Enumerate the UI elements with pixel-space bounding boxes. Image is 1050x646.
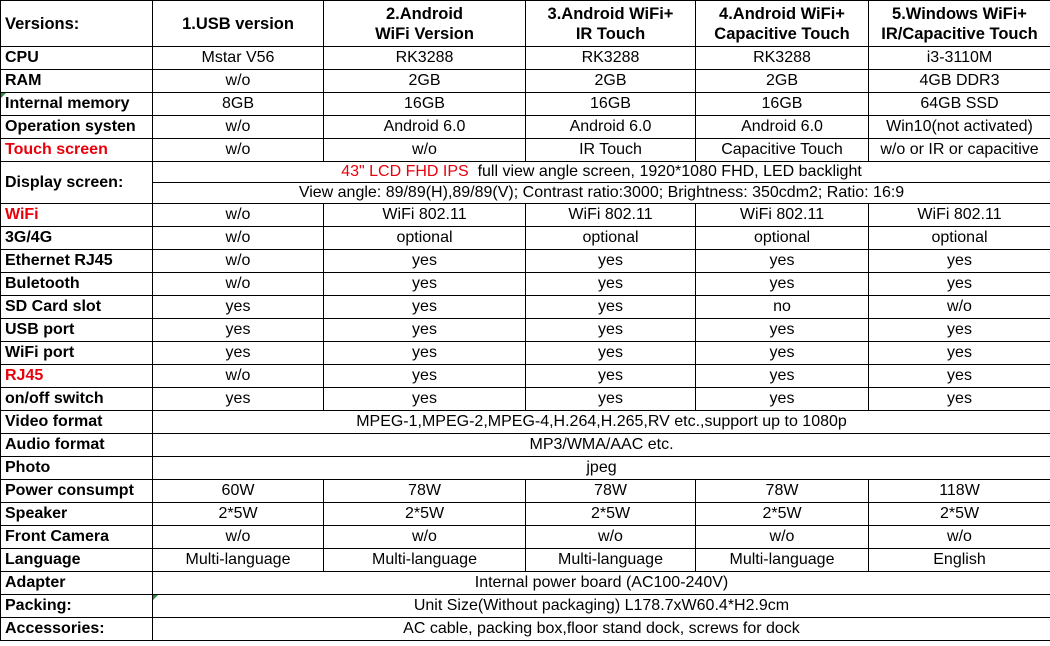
cell: yes xyxy=(696,365,869,388)
packing-label: Packing: xyxy=(1,595,153,618)
row-wifi-port xyxy=(1,342,1050,365)
ram-label: RAM xyxy=(1,70,153,93)
cell: yes xyxy=(869,365,1050,388)
version-3-title-line2: IR Touch xyxy=(575,24,646,43)
cell: yes xyxy=(324,319,526,342)
cell: w/o xyxy=(153,526,324,549)
sd-card-label: SD Card slot xyxy=(1,296,153,319)
cell: yes xyxy=(526,296,696,319)
adapter-label: Adapter xyxy=(1,572,153,595)
cell: 16GB xyxy=(526,93,696,116)
cell: Win10(not activated) xyxy=(869,116,1050,139)
cell: 2*5W xyxy=(324,503,526,526)
row-adapter xyxy=(1,572,1050,595)
audio-format-label: Audio format xyxy=(1,434,153,457)
ethernet-label: Ethernet RJ45 xyxy=(1,250,153,273)
row-power-consumption xyxy=(1,480,1050,503)
version-2-header xyxy=(324,1,526,47)
version-1-header xyxy=(153,1,324,47)
adapter-value: Internal power board (AC100-240V) xyxy=(153,572,1050,595)
row-ram xyxy=(1,70,1050,93)
cell: yes xyxy=(696,342,869,365)
cell: optional xyxy=(324,227,526,250)
cell: w/o xyxy=(153,227,324,250)
cell: 16GB xyxy=(696,93,869,116)
cell: 2*5W xyxy=(869,503,1050,526)
cell: w/o xyxy=(153,204,324,227)
cell: Android 6.0 xyxy=(696,116,869,139)
display-panel-desc: full view angle screen, 1920*1080 FHD, LED backlight xyxy=(477,163,862,180)
cell: 16GB xyxy=(324,93,526,116)
row-speaker xyxy=(1,503,1050,526)
power-consumption-label: Power consumpt xyxy=(1,480,153,503)
cell: Android 6.0 xyxy=(324,116,526,139)
photo-value: jpeg xyxy=(153,457,1050,480)
wifi-port-label: WiFi port xyxy=(1,342,153,365)
cell: yes xyxy=(526,388,696,411)
versions-label: Versions: xyxy=(1,1,153,47)
version-3-header xyxy=(526,1,696,47)
cell: w/o xyxy=(869,296,1050,319)
cell: yes xyxy=(324,250,526,273)
wifi-label: WiFi xyxy=(1,204,153,227)
cell: w/o xyxy=(153,250,324,273)
cell: optional xyxy=(696,227,869,250)
cell: 2*5W xyxy=(696,503,869,526)
row-ethernet xyxy=(1,250,1050,273)
version-5-title-line1: 5.Windows WiFi+ xyxy=(892,4,1027,23)
version-4-title-line1: 4.Android WiFi+ xyxy=(719,4,845,23)
row-display-screen-2 xyxy=(1,183,1050,204)
cell: IR Touch xyxy=(526,139,696,162)
on-off-switch-label: on/off switch xyxy=(1,388,153,411)
cell: w/o xyxy=(324,139,526,162)
cell: 2GB xyxy=(324,70,526,93)
version-2-title-line1: 2.Android xyxy=(386,4,463,23)
cell: 78W xyxy=(526,480,696,503)
cell: yes xyxy=(153,319,324,342)
cell: yes xyxy=(869,250,1050,273)
version-2-title-line2: WiFi Version xyxy=(375,24,474,43)
cell: yes xyxy=(526,319,696,342)
3g-4g-label: 3G/4G xyxy=(1,227,153,250)
cell: WiFi 802.11 xyxy=(696,204,869,227)
row-packing xyxy=(1,595,1050,618)
cell: 2*5W xyxy=(153,503,324,526)
video-format-label: Video format xyxy=(1,411,153,434)
cell: w/o xyxy=(526,526,696,549)
cell: Multi-language xyxy=(153,549,324,572)
version-4-title-line2: Capacitive Touch xyxy=(714,24,850,43)
cell: yes xyxy=(324,342,526,365)
cell: RK3288 xyxy=(324,47,526,70)
version-5-title-line2: IR/Capacitive Touch xyxy=(881,24,1038,43)
row-3g-4g xyxy=(1,227,1050,250)
cell: yes xyxy=(869,319,1050,342)
bluetooth-label: Buletooth xyxy=(1,273,153,296)
version-3-title-line1: 3.Android WiFi+ xyxy=(547,4,674,23)
cell: yes xyxy=(869,388,1050,411)
row-language xyxy=(1,549,1050,572)
row-usb-port xyxy=(1,319,1050,342)
cell: w/o xyxy=(153,365,324,388)
cell: 78W xyxy=(696,480,869,503)
cell: 78W xyxy=(324,480,526,503)
cell: yes xyxy=(526,342,696,365)
row-operation-system xyxy=(1,116,1050,139)
row-sd-card xyxy=(1,296,1050,319)
usb-port-label: USB port xyxy=(1,319,153,342)
cell: RK3288 xyxy=(526,47,696,70)
cell: yes xyxy=(696,273,869,296)
cell: yes xyxy=(153,342,324,365)
speaker-label: Speaker xyxy=(1,503,153,526)
packing-value: Unit Size(Without packaging) L178.7xW60.4*H2.9cm xyxy=(153,595,1050,618)
accessories-value: AC cable, packing box,floor stand dock, screws for dock xyxy=(153,618,1050,641)
audio-format-value: MP3/WMA/AAC etc. xyxy=(153,434,1050,457)
row-photo xyxy=(1,457,1050,480)
cell: 8GB xyxy=(153,93,324,116)
cell: yes xyxy=(526,273,696,296)
cell: yes xyxy=(324,296,526,319)
cell: WiFi 802.11 xyxy=(869,204,1050,227)
cell: 2GB xyxy=(526,70,696,93)
cell: i3-3110M xyxy=(869,47,1050,70)
cell: WiFi 802.11 xyxy=(526,204,696,227)
cell: w/o or IR or capacitive xyxy=(869,139,1050,162)
cell: w/o xyxy=(153,116,324,139)
cell: yes xyxy=(696,319,869,342)
cell: 60W xyxy=(153,480,324,503)
cell: yes xyxy=(696,388,869,411)
cell: Multi-language xyxy=(324,549,526,572)
cell: Android 6.0 xyxy=(526,116,696,139)
cell: yes xyxy=(324,388,526,411)
display-panel-spec: 43" LCD FHD IPS xyxy=(341,163,469,180)
cell: optional xyxy=(869,227,1050,250)
rj45-label: RJ45 xyxy=(1,365,153,388)
video-format-value: MPEG-1,MPEG-2,MPEG-4,H.264,H.265,RV etc.,support up to 1080p xyxy=(153,411,1050,434)
internal-memory-label: Internal memory xyxy=(1,93,153,116)
cpu-label: CPU xyxy=(1,47,153,70)
cell: RK3288 xyxy=(696,47,869,70)
cell: Multi-language xyxy=(696,549,869,572)
version-4-header xyxy=(696,1,869,47)
row-display-screen-1 xyxy=(1,162,1050,183)
cell: 4GB DDR3 xyxy=(869,70,1050,93)
cell: 2*5W xyxy=(526,503,696,526)
cell: 118W xyxy=(869,480,1050,503)
cell: yes xyxy=(869,273,1050,296)
cell: 2GB xyxy=(696,70,869,93)
cell: w/o xyxy=(324,526,526,549)
row-cpu xyxy=(1,47,1050,70)
operation-system-label: Operation systen xyxy=(1,116,153,139)
cell: WiFi 802.11 xyxy=(324,204,526,227)
row-bluetooth xyxy=(1,273,1050,296)
touch-screen-label: Touch screen xyxy=(1,139,153,162)
row-internal-memory xyxy=(1,93,1050,116)
row-on-off-switch xyxy=(1,388,1050,411)
cell: yes xyxy=(696,250,869,273)
cell: w/o xyxy=(869,526,1050,549)
version-1-title: 1.USB version xyxy=(182,14,294,33)
header-row xyxy=(1,1,1050,47)
cell: optional xyxy=(526,227,696,250)
row-video-format xyxy=(1,411,1050,434)
cell: 64GB SSD xyxy=(869,93,1050,116)
cell: Mstar V56 xyxy=(153,47,324,70)
cell: w/o xyxy=(696,526,869,549)
row-touch-screen xyxy=(1,139,1050,162)
display-screen-label: Display screen: xyxy=(1,162,153,204)
cell: yes xyxy=(526,365,696,388)
cell: w/o xyxy=(153,70,324,93)
version-5-header xyxy=(869,1,1050,47)
cell: yes xyxy=(324,273,526,296)
row-front-camera xyxy=(1,526,1050,549)
front-camera-label: Front Camera xyxy=(1,526,153,549)
row-rj45 xyxy=(1,365,1050,388)
cell: no xyxy=(696,296,869,319)
cell: yes xyxy=(153,388,324,411)
display-spec-line2: View angle: 89/89(H),89/89(V); Contrast ratio:3000; Brightness: 350cdm2; Ratio: 16:9 xyxy=(153,183,1050,204)
cell: yes xyxy=(324,365,526,388)
display-spec-line1 xyxy=(153,162,1050,183)
cell: w/o xyxy=(153,273,324,296)
row-audio-format xyxy=(1,434,1050,457)
language-label: Language xyxy=(1,549,153,572)
cell: yes xyxy=(526,250,696,273)
row-wifi xyxy=(1,204,1050,227)
accessories-label: Accessories: xyxy=(1,618,153,641)
cell: yes xyxy=(153,296,324,319)
cell: w/o xyxy=(153,139,324,162)
row-accessories xyxy=(1,618,1050,641)
cell: English xyxy=(869,549,1050,572)
cell: yes xyxy=(869,342,1050,365)
cell: Capacitive Touch xyxy=(696,139,869,162)
photo-label: Photo xyxy=(1,457,153,480)
cell: Multi-language xyxy=(526,549,696,572)
